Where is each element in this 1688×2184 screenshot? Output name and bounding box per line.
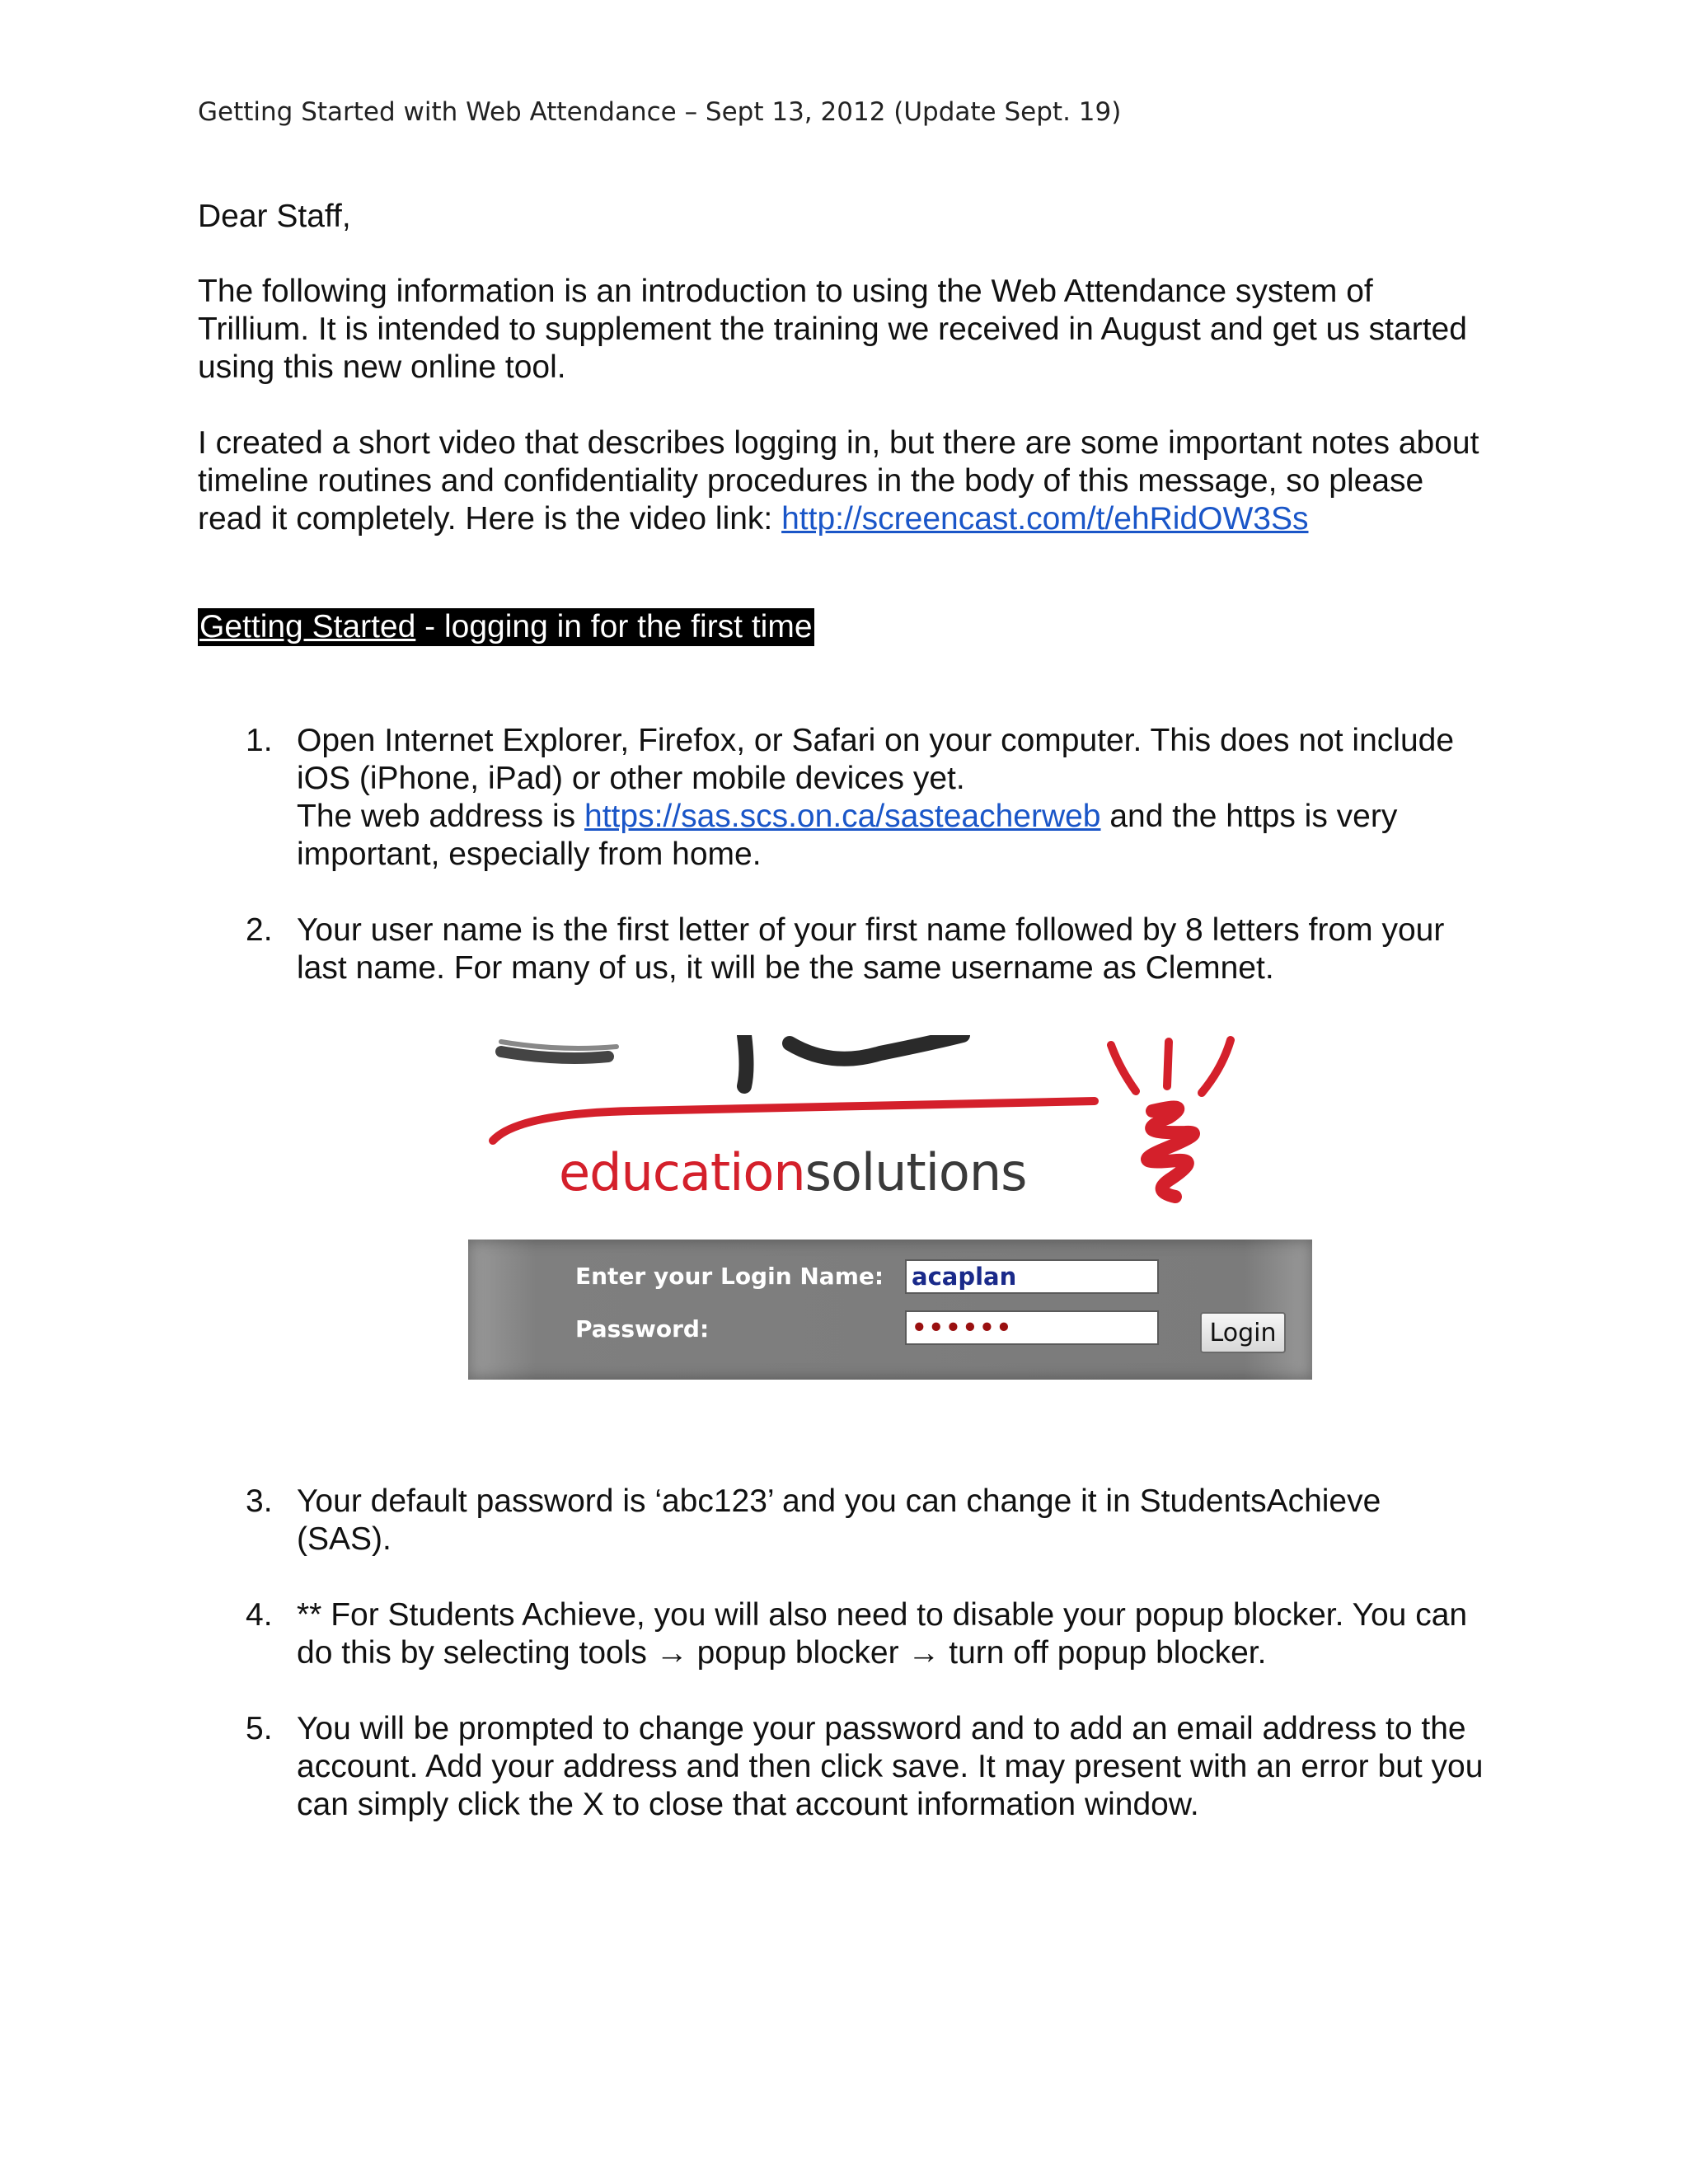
- list-gap: [0, 1558, 1484, 1596]
- list-item: [0, 912, 1484, 987]
- document-header: Getting Started with Web Attendance – Sept 13, 2012 (Update Sept. 19): [198, 97, 1122, 127]
- list-item-number: 1.: [246, 723, 273, 758]
- list-item-number: 3.: [246, 1483, 273, 1519]
- video-paragraph: [198, 424, 1484, 538]
- list-item: [0, 722, 1484, 874]
- list-item-text: The web address is: [297, 799, 585, 834]
- list-item-text: ** For Students Achieve, you will also need to disable your popup blocker. You can do this by selecting tools → popup blocker → turn off popup blocker.: [297, 1597, 1468, 1671]
- password-label: Password:: [575, 1315, 710, 1343]
- password-input[interactable]: [905, 1310, 1159, 1345]
- list-item-text: You will be prompted to change your password and to add an email address to the account. Add your address and then click save. It may present with an error but you can simply click the X to close that account information window.: [297, 1711, 1484, 1822]
- login-name-label: Enter your Login Name:: [575, 1263, 884, 1290]
- list-item: [0, 1710, 1484, 1824]
- section-heading-rest: - logging in for the first time: [415, 609, 813, 644]
- list-item-number: 2.: [246, 912, 273, 948]
- logo-area: [468, 1035, 1312, 1241]
- greeting: Dear Staff,: [198, 199, 351, 234]
- web-address-link[interactable]: https://sas.scs.on.ca/sasteacherweb: [584, 799, 1101, 834]
- logo-text-education: education: [559, 1142, 805, 1202]
- list-gap: [0, 1672, 1484, 1710]
- section-heading-underlined: Getting Started: [199, 609, 416, 644]
- list-gap: [0, 874, 1484, 912]
- video-paragraph-text: I created a short video that describes logging in, but there are some important notes about timeline routines and confidentiality procedures in the body of this message, so please read it completely. Here is the video link:: [198, 425, 1479, 537]
- login-screenshot: [468, 1035, 1312, 1381]
- section-heading: [198, 608, 814, 646]
- logo-graphic: [468, 1035, 1312, 1241]
- list-item-text: Your user name is the first letter of your first name followed by 8 letters from your last name. For many of us, it will be the same username as Clemnet.: [297, 912, 1445, 986]
- list-item-number: 4.: [246, 1597, 273, 1633]
- steps-list-part2: [0, 1483, 1688, 1824]
- steps-list-part1: [0, 722, 1688, 987]
- logo-wordmark: [559, 1142, 1026, 1202]
- list-item-number: 5.: [246, 1711, 273, 1746]
- intro-paragraph: The following information is an introduction to using the Web Attendance system of Trillium. It is intended to supplement the training we received in August and get us started using this new online tool.: [198, 274, 1467, 385]
- list-item-text: and the https is very important, especially from home.: [297, 799, 1398, 872]
- login-panel: [468, 1240, 1312, 1380]
- video-link[interactable]: http://screencast.com/t/ehRidOW3Ss: [781, 501, 1309, 537]
- login-name-input[interactable]: [905, 1259, 1159, 1294]
- list-item: [0, 1596, 1484, 1672]
- logo-text-solutions: solutions: [804, 1142, 1027, 1202]
- login-button[interactable]: Login: [1200, 1312, 1286, 1353]
- list-item-text: Your default password is ‘abc123’ and you can change it in StudentsAchieve (SAS).: [297, 1483, 1381, 1557]
- list-item: [0, 1483, 1484, 1558]
- list-item-text: Open Internet Explorer, Firefox, or Safari on your computer. This does not include iOS (iPhone, iPad) or other mobile devices yet.: [297, 723, 1455, 796]
